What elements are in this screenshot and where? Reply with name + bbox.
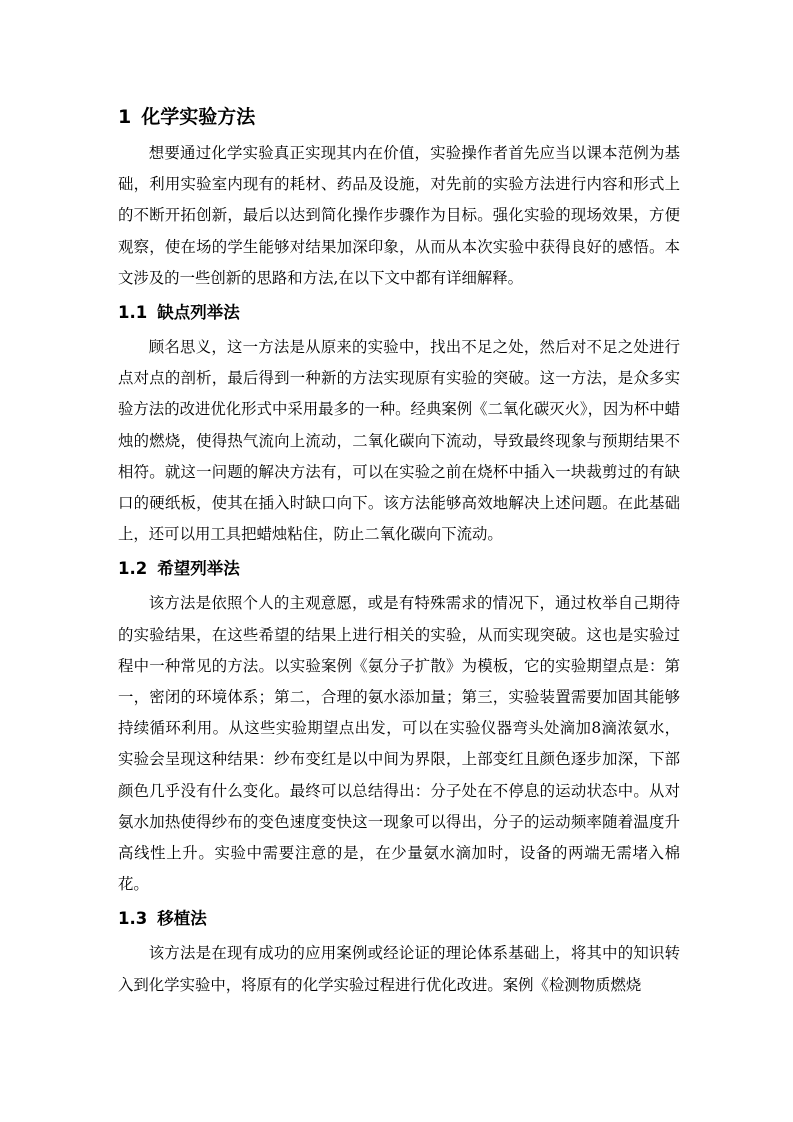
paragraph-1-3: 该方法是在现有成功的应用案例或经论证的理论体系基础上，将其中的知识转入到化学实验中，将原有的化学实验过程进行优化改进。案例《检测物质燃烧 [118,944,680,994]
subsection-number: 1.3 [118,909,148,929]
subsection-number: 1.2 [118,559,148,579]
subsection-title: 缺点列举法 [157,303,240,323]
paragraph-1-2: 该方法是依照个人的主观意愿，或是有特殊需求的情况下，通过枚举自己期待的实验结果，在这些希望的结果上进行相关的实验，从而实现突破。这也是实验过程中一种常见的方法。以实验案例《氨分子扩散》为模板，它的实验期望点是：第一，密闭的环境体系；第二，合理的氨水添加量；第三，实验装置需要加固其能够持续循环利用。从这些实验期望点出发，可以在实验仪器弯头处滴加8滴浓氨水，实验会呈现这种结果：纱布变红是以中间为界限，上部变红且颜色逐步加深，下部颜色几乎没有什么变化。最终可以总结得出：分子处在不停息的运动状态中。从对氨水加热使得纱布的变色速度变快这一现象可以得出，分子的运动频率随着温度升高线性上升。实验中需要注意的是，在少量氨水滴加时，设备的两端无需堵入棉花。 [118,594,680,894]
subsection-number: 1.1 [118,303,148,323]
subsection-heading-1-3 [118,904,680,934]
paragraph-1-1: 顾名思义，这一方法是从原来的实验中，找出不足之处，然后对不足之处进行点对点的剖析，最后得到一种新的方法实现原有实验的突破。这一方法，是众多实验方法的改进优化形式中采用最多的一种。经典案例《二氧化碳灭火》，因为杯中蜡烛的燃烧，使得热气流向上流动，二氧化碳向下流动，导致最终现象与预期结果不相符。就这一问题的解决方法有，可以在实验之前在烧杯中插入一块裁剪过的有缺口的硬纸板，使其在插入时缺口向下。该方法能够高效地解决上述问题。在此基础上，还可以用工具把蜡烛粘住，防止二氧化碳向下流动。 [118,338,680,544]
section-number: 1 [118,106,132,128]
intro-paragraph: 想要通过化学实验真正实现其内在价值，实验操作者首先应当以课本范例为基础，利用实验室内现有的耗材、药品及设施，对先前的实验方法进行内容和形式上的不断开拓创新，最后以达到简化操作步骤作为目标。强化实验的现场效果，方便观察，使在场的学生能够对结果加深印象，从而从本次实验中获得良好的感悟。本文涉及的一些创新的思路和方法,在以下文中都有详细解释。 [118,144,680,287]
section-heading [118,102,680,132]
subsection-title: 希望列举法 [157,559,240,579]
subsection-heading-1-2 [118,554,680,584]
section-title: 化学实验方法 [141,106,256,128]
subsection-heading-1-1 [118,298,680,328]
subsection-title: 移植法 [157,909,207,929]
